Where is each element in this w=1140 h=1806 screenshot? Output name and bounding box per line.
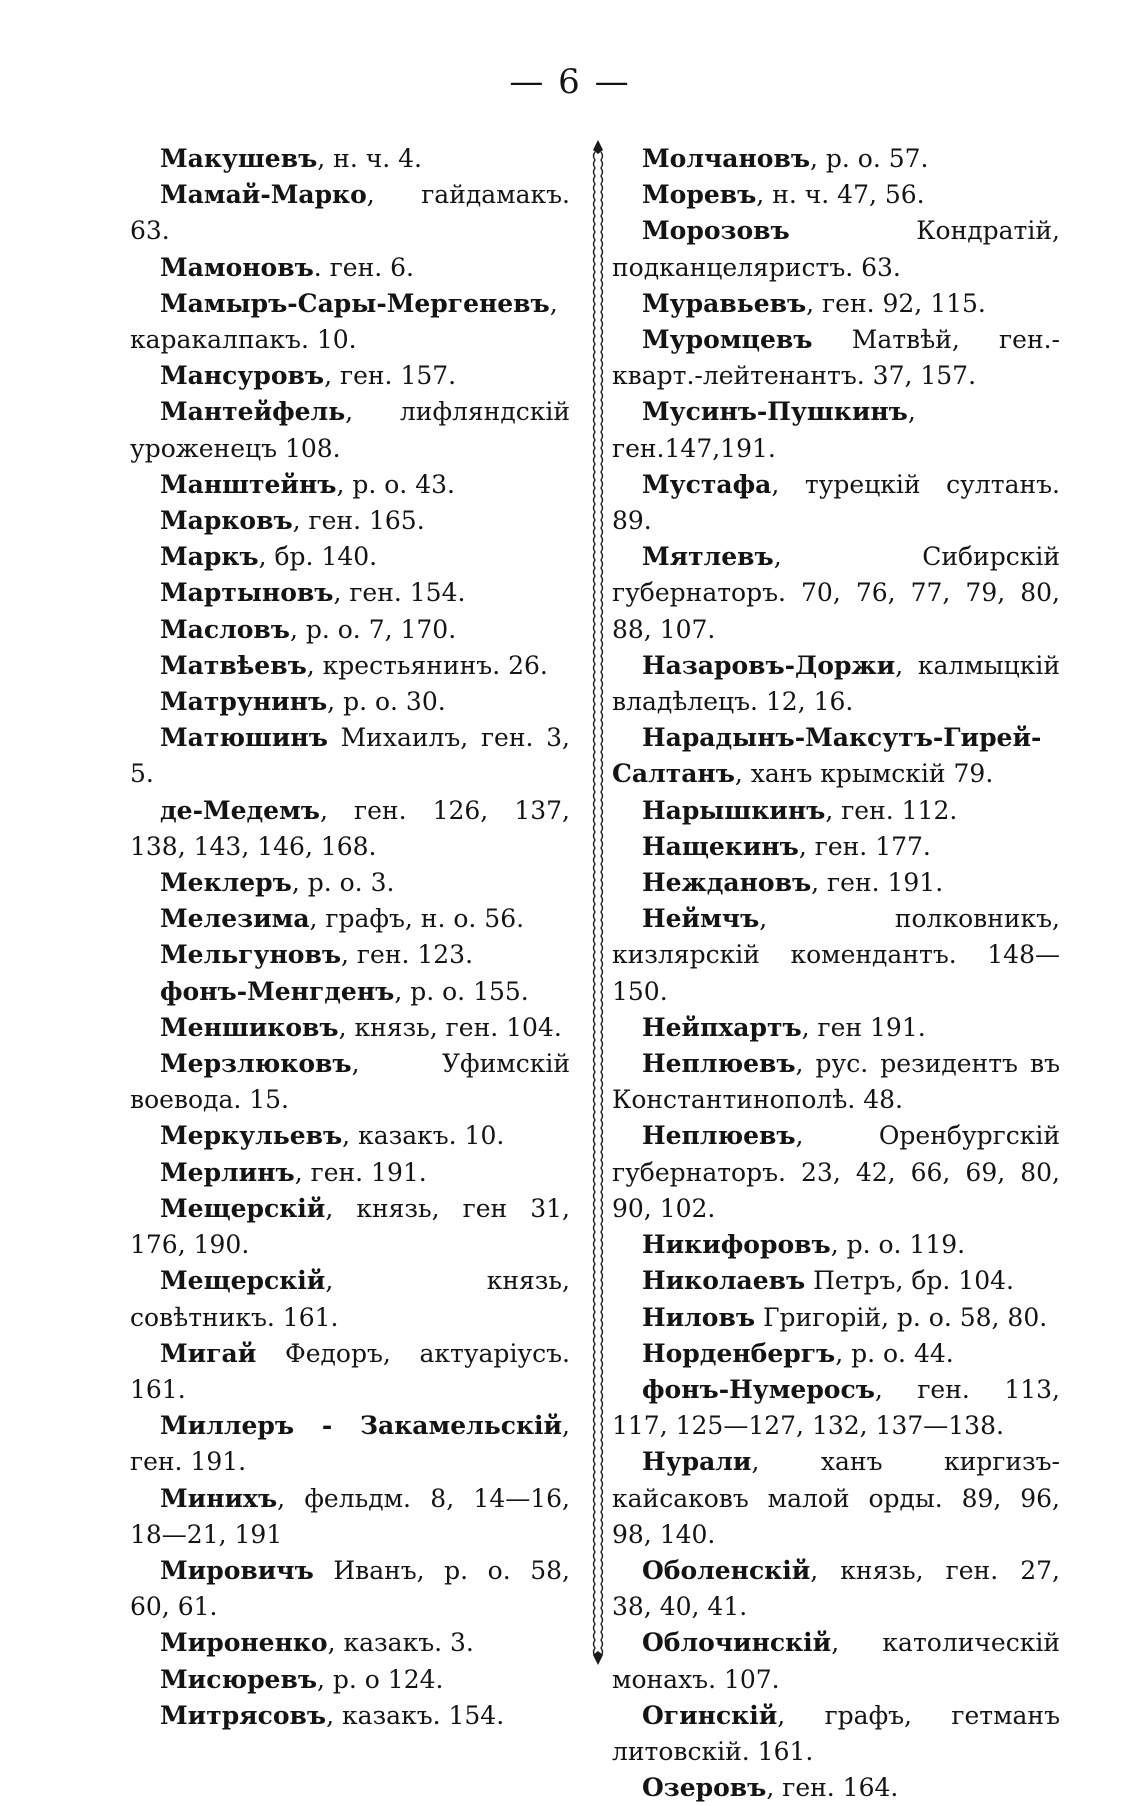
entry-details: Михаилъ, ген. 3, 5. (130, 723, 570, 789)
index-entry (130, 1046, 570, 1118)
entry-name: Мамоновъ (160, 252, 314, 282)
index-entry (130, 467, 570, 503)
index-entry (612, 286, 1060, 322)
entry-name: Матвѣевъ (160, 650, 307, 680)
entry-name: де-Медемъ (160, 795, 320, 825)
index-entry (612, 141, 1060, 177)
index-entry (130, 793, 570, 865)
entry-name: Мерлинъ (160, 1157, 295, 1187)
entry-details: , ген. 191. (294, 1157, 427, 1187)
entry-details: , гайдамакъ. 63. (130, 180, 570, 246)
index-entry (612, 1372, 1060, 1444)
index-entry (612, 1698, 1060, 1770)
entry-name: Мировичъ (160, 1555, 314, 1585)
index-entry (612, 394, 1060, 466)
entry-name: Николаевъ (642, 1266, 806, 1296)
index-entry (612, 1553, 1060, 1625)
index-entry (130, 1155, 570, 1191)
index-entry (130, 394, 570, 466)
index-entry (612, 1625, 1060, 1697)
entry-details: Григорій, р. о. 58, 80. (755, 1302, 1048, 1332)
index-entry (612, 865, 1060, 901)
entry-name: Мерзлюковъ (160, 1049, 352, 1079)
entry-name: Норденбергъ (642, 1338, 836, 1368)
index-entry (612, 720, 1060, 792)
index-entry (130, 286, 570, 358)
wavy-vertical-rule-icon (591, 140, 605, 1665)
entry-name: Маркъ (160, 542, 259, 572)
entry-name: Мансуровъ (160, 361, 325, 391)
entry-details: , ген. 164. (766, 1773, 899, 1803)
wavy-line-right (601, 152, 603, 1656)
index-entry (130, 1336, 570, 1408)
entry-name: Мамыръ-Сары-Мергеневъ (160, 288, 550, 318)
entry-details: , князь, совѣтникъ. 161. (130, 1266, 570, 1332)
entry-details: , ген. 154. (333, 578, 466, 608)
index-entry (130, 974, 570, 1010)
entry-details: , лифляндскій уроженецъ 108. (130, 397, 570, 463)
entry-details: , ген. 191. (811, 868, 944, 898)
entry-name: Митрясовъ (160, 1700, 327, 1730)
entry-details: Матвѣй, ген.-кварт.-лейтенантъ. 37, 157. (612, 325, 1060, 391)
index-entry (130, 612, 570, 648)
entry-details: , н. ч. 4. (317, 144, 422, 173)
entry-name: Неймчъ (642, 904, 760, 934)
entry-details: , ген. 177. (798, 831, 931, 861)
entry-details: , ханъ крымскій 79. (734, 759, 994, 789)
entry-name: Морозовъ (642, 216, 790, 246)
entry-name: Моревъ (642, 180, 757, 210)
entry-name: Нащекинъ (642, 831, 799, 861)
entry-details: Петръ, бр. 104. (805, 1266, 1014, 1296)
index-entry (130, 141, 570, 177)
index-entry (130, 648, 570, 684)
entry-details: , р. о. 7, 170. (289, 614, 457, 644)
entry-details: , князь, ген. 104. (338, 1012, 562, 1042)
entry-name: Мятлевъ (642, 542, 774, 572)
index-entry (130, 1191, 570, 1263)
entry-name: Марковъ (160, 506, 293, 536)
entry-name: Матюшинъ (160, 723, 328, 753)
entry-name: Мельгуновъ (160, 940, 342, 970)
entry-details: , ген. 112. (825, 795, 958, 825)
index-entry (130, 937, 570, 973)
entry-name: Нарышкинъ (642, 795, 826, 825)
index-entry (612, 539, 1060, 648)
entry-name: Мантейфель (160, 397, 346, 427)
index-entry (130, 250, 570, 286)
entry-details: , Сибирскій губернаторъ. 70, 76, 77, 79, 80, 88, 107. (612, 542, 1060, 644)
entry-name: Назаровъ-Доржи (642, 650, 896, 680)
entry-details: , католическій монахъ. 107. (612, 1628, 1060, 1694)
entry-details: , р. о. 3. (291, 868, 395, 898)
wavy-line-left (594, 152, 596, 1656)
entry-name: Муравьевъ (642, 288, 807, 318)
entry-name: Меклеръ (160, 868, 292, 898)
entry-details: , ген. 113, 117, 125—127, 132, 137—138. (612, 1374, 1060, 1441)
entry-name: Нурали (642, 1447, 752, 1477)
index-entry (612, 467, 1060, 539)
index-entry (612, 829, 1060, 865)
index-entry (130, 1118, 570, 1154)
entry-details: , казакъ. 10. (342, 1121, 505, 1151)
entry-details: , ген. 165. (292, 506, 425, 536)
index-entry (130, 1408, 570, 1480)
entry-details: , р. о. 43. (336, 469, 455, 499)
entry-details: Кондратій, подканцеляристъ. 63. (612, 216, 1060, 282)
index-entry (612, 1300, 1060, 1336)
index-entry (130, 1625, 570, 1661)
index-entry (612, 213, 1060, 285)
entry-name: Мигай (160, 1338, 257, 1368)
entry-name: Неплюевъ (642, 1049, 796, 1079)
entry-details: , турецкій султанъ. 89. (612, 469, 1060, 536)
ornament-bottom-icon (593, 1651, 603, 1665)
index-entry (130, 720, 570, 792)
index-entry (612, 1010, 1060, 1046)
index-entry (130, 1553, 570, 1625)
index-entry (612, 1770, 1060, 1806)
entry-name: Оболенскій (642, 1555, 811, 1585)
entry-name: Нейпхартъ (642, 1012, 802, 1042)
entry-details: , ген. 92, 115. (806, 288, 986, 318)
entry-details: , р. о 124. (317, 1664, 444, 1694)
entry-details: , рус. резидентъ въ Константинополѣ. 48. (612, 1049, 1060, 1115)
entry-name: Мелезима (160, 904, 310, 934)
entry-details: , ген. 191. (130, 1411, 570, 1477)
entry-details: , ген. 157. (324, 361, 457, 391)
index-entry (130, 539, 570, 575)
entry-details: , крестьянинъ. 26. (306, 650, 548, 680)
entry-name: Минихъ (160, 1483, 278, 1513)
index-entry (612, 1046, 1060, 1118)
entry-details: , казакъ. 3. (327, 1628, 474, 1658)
entry-details: , р. о. 155. (394, 976, 529, 1006)
index-entry (130, 575, 570, 611)
entry-name: Меркульевъ (160, 1121, 343, 1151)
entry-name: Озеровъ (642, 1773, 767, 1803)
index-entry (612, 1444, 1060, 1553)
entry-name: Неждановъ (642, 868, 812, 898)
entry-name: Меншиковъ (160, 1012, 339, 1042)
entry-name: Манштейнъ (160, 469, 337, 499)
entry-name: Мусинъ-Пушкинъ (642, 397, 908, 427)
entry-name: Муромцевъ (642, 325, 813, 355)
index-entry (130, 177, 570, 249)
entry-details: , графъ, н. о. 56. (309, 904, 525, 934)
entry-details: Иванъ, р. о. 58, 60, 61. (130, 1555, 570, 1622)
entry-details: , р. о. 30. (327, 687, 446, 717)
entry-details: , н. ч. 47, 56. (756, 180, 925, 210)
entry-name: Мещерскій (160, 1266, 326, 1296)
entry-name: Мещерскій (160, 1193, 326, 1223)
index-entry (130, 358, 570, 394)
entry-details: , калмыцкій владѣлецъ. 12, 16. (612, 650, 1060, 717)
entry-name: Мисюревъ (160, 1664, 318, 1694)
entry-name: фонъ-Нумеросъ (642, 1374, 875, 1404)
entry-details: , фельдм. 8, 14—16, 18—21, 191 (130, 1483, 570, 1549)
index-entry (130, 865, 570, 901)
entry-name: Неплюевъ (642, 1121, 796, 1151)
entry-details: , ханъ киргизъ-кайсаковъ малой орды. 89, 96, 98, 140. (612, 1447, 1060, 1549)
entry-name: Никифоровъ (642, 1230, 831, 1260)
index-entry (612, 1118, 1060, 1227)
entry-details: , Уфимскій воевода. 15. (130, 1049, 570, 1115)
entry-name: Мартыновъ (160, 578, 334, 608)
index-entry (612, 648, 1060, 720)
entry-details: , полковникъ, кизлярскій комендантъ. 148—150. (612, 904, 1060, 1006)
entry-name: Матрунинъ (160, 687, 328, 717)
index-entry (612, 322, 1060, 394)
index-column-left (130, 141, 570, 1734)
page-number: — 6 — (509, 62, 631, 102)
index-entry (130, 684, 570, 720)
entry-details: , казакъ. 154. (326, 1700, 505, 1730)
entry-name: Мироненко (160, 1628, 328, 1658)
index-entry (130, 901, 570, 937)
index-entry (130, 1010, 570, 1046)
entry-name: Ниловъ (642, 1302, 756, 1332)
entry-details: , каракалпакъ. 10. (130, 288, 558, 355)
entry-details: , ген. 123. (341, 940, 474, 970)
index-entry (612, 901, 1060, 1010)
entry-details: Федоръ, актуаріусъ. 161. (130, 1338, 570, 1404)
entry-details: , р. о. 119. (830, 1230, 966, 1260)
entry-name: Молчановъ (642, 144, 810, 173)
entry-name: Мустафа (642, 469, 772, 499)
entry-details: , ген 191. (801, 1012, 926, 1042)
index-entry (612, 1227, 1060, 1263)
entry-name: Миллеръ - Закамельскій (160, 1411, 563, 1441)
entry-name: Макушевъ (160, 144, 318, 173)
entry-name: Масловъ (160, 614, 290, 644)
entry-name: Мамай-Марко (160, 180, 367, 210)
entry-details: , графъ, гетманъ литовскій. 161. (612, 1700, 1060, 1766)
entry-details: , бр. 140. (258, 542, 378, 572)
entry-details: , р. о. 44. (835, 1338, 954, 1368)
entry-details: , Оренбургскій губернаторъ. 23, 42, 66, 69, 80, 90, 102. (612, 1121, 1060, 1223)
entry-details: , князь, ген. 27, 38, 40, 41. (612, 1555, 1060, 1622)
index-entry (612, 793, 1060, 829)
index-entry (612, 177, 1060, 213)
index-entry (612, 1263, 1060, 1299)
index-entry (130, 1481, 570, 1553)
entry-details: , ген. 126, 137, 138, 143, 146, 168. (130, 795, 570, 861)
index-entry (130, 503, 570, 539)
index-entry (130, 1698, 570, 1734)
index-entry (612, 1336, 1060, 1372)
entry-name: Огинскій (642, 1700, 778, 1730)
index-column-right (612, 141, 1060, 1806)
entry-details: , р. о. 57. (810, 144, 929, 173)
entry-details: , князь, ген 31, 176, 190. (130, 1193, 570, 1260)
entry-details: . ген. 6. (313, 252, 414, 282)
entry-name: Нарадынъ-Максутъ-Гирей-Салтанъ (612, 723, 1042, 789)
entry-details: , ген.147,191. (612, 397, 916, 463)
index-entry (130, 1662, 570, 1698)
entry-name: Облочинскій (642, 1628, 832, 1658)
entry-name: фонъ-Менгденъ (160, 976, 395, 1006)
index-entry (130, 1263, 570, 1335)
